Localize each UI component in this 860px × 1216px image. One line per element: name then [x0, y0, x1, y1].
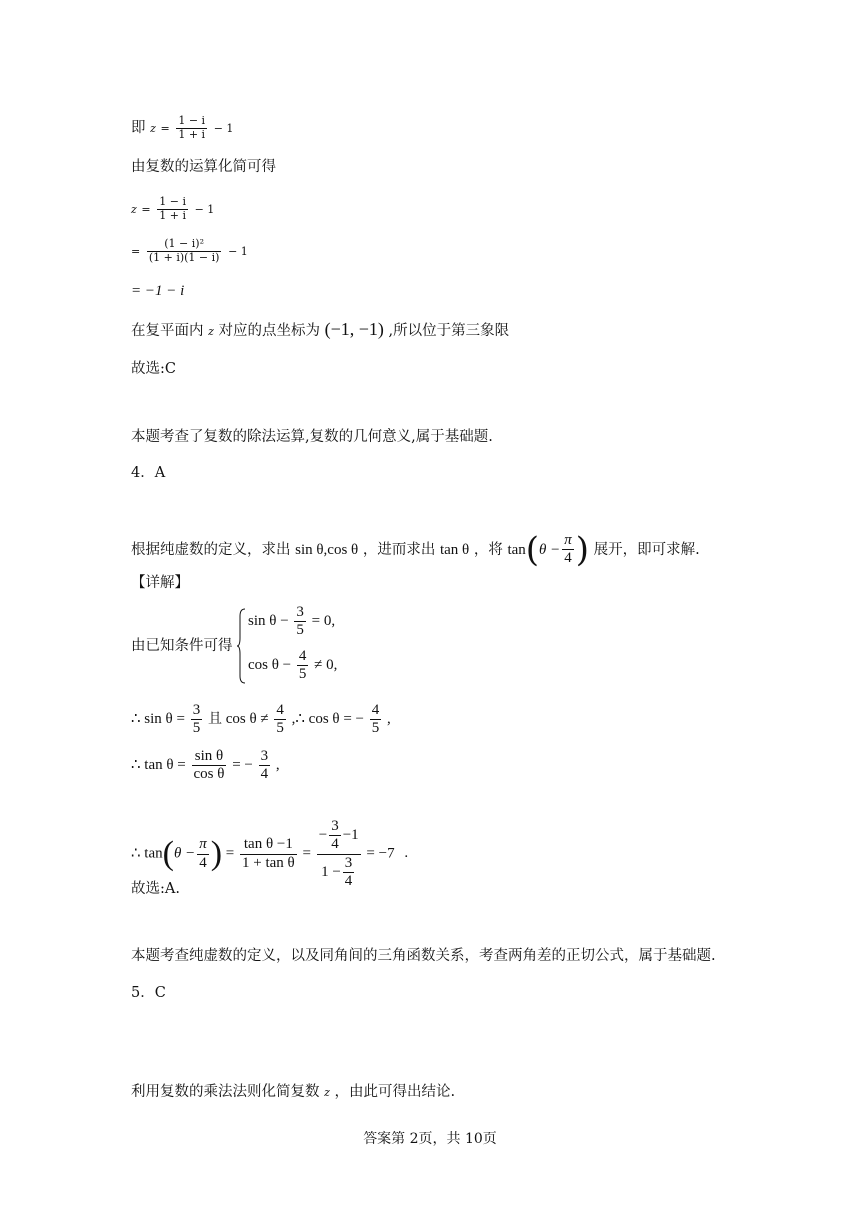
text: ∴ tan: [131, 845, 163, 862]
denominator: 5: [276, 720, 284, 737]
equation-row-cos: [248, 648, 337, 684]
equals: =: [225, 845, 235, 862]
math-tan: tan θ: [439, 541, 470, 558]
right-paren: ): [575, 529, 590, 570]
numerator: 3: [343, 855, 355, 873]
text: = −: [232, 757, 253, 774]
complex-denominator: [317, 855, 361, 891]
numerator: 4: [297, 648, 309, 666]
fraction: [197, 836, 209, 872]
equals: =: [160, 122, 170, 136]
math-theta: θ −: [173, 845, 196, 862]
question-number: 4．A: [131, 465, 166, 481]
fraction: [176, 115, 207, 141]
denominator: 5: [296, 622, 304, 639]
analysis-text: [131, 529, 700, 570]
equation-row-sin: [248, 604, 335, 640]
minus-one: − 1: [213, 122, 234, 136]
denominator: 1 + i: [178, 127, 206, 141]
complex-fraction: [317, 818, 361, 890]
text: ∴ sin θ =: [131, 711, 185, 728]
complex-numerator: [317, 818, 361, 855]
numerator: 1 − i: [159, 195, 186, 208]
fraction: [259, 748, 271, 784]
equation-z-definition: [131, 115, 233, 141]
right-paren: ): [210, 835, 223, 872]
equation-tan: [131, 748, 280, 784]
var-z: z: [150, 122, 156, 136]
numerator: 3: [294, 604, 306, 622]
text-line-quadrant: [131, 319, 509, 342]
numerator: 3: [329, 818, 341, 836]
fraction: [329, 818, 341, 854]
fraction: [240, 836, 297, 872]
fraction: [274, 702, 286, 738]
question-number: 5．C: [131, 985, 166, 1001]
fraction: [562, 532, 574, 568]
text-line: 由已知条件可得: [131, 638, 233, 654]
left-paren: (: [162, 835, 174, 872]
denominator: 4: [260, 766, 269, 783]
text: ,∴ cos θ = −: [291, 711, 365, 728]
text: ≠ 0,: [314, 657, 338, 674]
answer-choice: 故选:C: [131, 361, 176, 377]
text: ,: [387, 711, 391, 728]
text: ，进而求出: [362, 541, 436, 558]
equation-sin-cos: [131, 702, 391, 738]
math-theta: θ −: [539, 541, 561, 558]
text: cos θ −: [248, 657, 292, 674]
text: 根据纯虚数的定义，求出: [131, 541, 291, 558]
numerator: π: [197, 836, 209, 854]
left-paren: (: [525, 529, 540, 570]
numerator: 3: [191, 702, 203, 720]
equation-result: = −1 − i: [131, 283, 185, 299]
answer-choice: 故选:A.: [131, 881, 180, 897]
var-z: z: [324, 1086, 330, 1099]
text: cos θ ≠: [225, 711, 269, 728]
text: ∴ tan θ =: [131, 757, 186, 774]
text: ，将: [473, 541, 503, 558]
period: .: [404, 845, 409, 862]
numerator: 4: [274, 702, 286, 720]
denominator: 4: [331, 836, 339, 853]
analysis-text: [131, 1082, 455, 1103]
equals: =: [141, 203, 151, 217]
denominator: 4: [564, 550, 572, 567]
math-tan: tan: [507, 541, 526, 558]
numerator: 1 − i: [178, 114, 206, 127]
denominator: 5: [298, 666, 307, 683]
numerator: π: [562, 532, 574, 550]
numerator: 4: [370, 702, 382, 720]
fraction: [297, 648, 309, 684]
result: = −7: [366, 845, 395, 862]
equation-step: [131, 238, 248, 264]
denominator: cos θ: [193, 766, 225, 783]
var-z: z: [131, 203, 137, 217]
denominator: 1 + i: [159, 208, 186, 222]
minus-one: − 1: [194, 203, 215, 217]
page-footer: 答案第 2页，共 10页: [363, 1131, 497, 1147]
text: 1 −: [321, 863, 341, 880]
fraction: [370, 702, 382, 738]
text: 即: [131, 120, 146, 137]
numerator: (1 − i)²: [147, 238, 222, 252]
denominator: 5: [371, 720, 380, 737]
summary-text: 本题考查纯虚数的定义，以及同角间的三角函数关系，考查两角差的正切公式，属于基础题.: [131, 948, 716, 964]
section-heading: 【详解】: [131, 575, 189, 591]
text-line: 由复数的运算化简可得: [131, 159, 276, 175]
text: sin θ −: [248, 613, 289, 630]
fraction: [157, 196, 188, 222]
numerator: 3: [259, 748, 271, 766]
fraction: [343, 855, 355, 891]
text: ，由此可得出结论.: [334, 1084, 456, 1100]
text: 且: [207, 712, 222, 728]
denominator: 4: [199, 854, 207, 871]
equals: =: [131, 245, 141, 259]
equation-z: [131, 196, 214, 222]
summary-text: 本题考查了复数的除法运算,复数的几何意义,属于基础题.: [131, 429, 493, 445]
fraction: [294, 604, 306, 640]
text: 利用复数的乘法法则化简复数: [131, 1084, 320, 1100]
denominator: 4: [344, 872, 353, 889]
denominator: 5: [192, 720, 201, 737]
text: −1: [342, 827, 359, 844]
text: 对应的点坐标为: [218, 323, 321, 339]
left-brace-icon: [236, 608, 246, 684]
fraction: [191, 702, 203, 738]
var-z: z: [208, 325, 214, 338]
denominator: (1 + i)(1 − i): [148, 250, 220, 264]
coordinate: (−1, −1): [324, 319, 384, 339]
text: −: [318, 827, 328, 844]
numerator: tan θ −1: [240, 836, 297, 854]
fraction: [192, 748, 227, 784]
text: 展开，即可求解.: [593, 541, 700, 558]
text: ,: [275, 757, 280, 774]
minus-one: − 1: [228, 245, 248, 259]
denominator: 1 + tan θ: [242, 854, 295, 871]
numerator: sin θ: [192, 748, 227, 766]
text: 在复平面内: [131, 323, 204, 339]
equals: =: [302, 845, 311, 862]
fraction: [147, 238, 222, 264]
math-sin-cos: sin θ,cos θ: [295, 541, 359, 558]
text: ,所以位于第三象限: [388, 323, 510, 339]
text: = 0,: [311, 613, 336, 630]
